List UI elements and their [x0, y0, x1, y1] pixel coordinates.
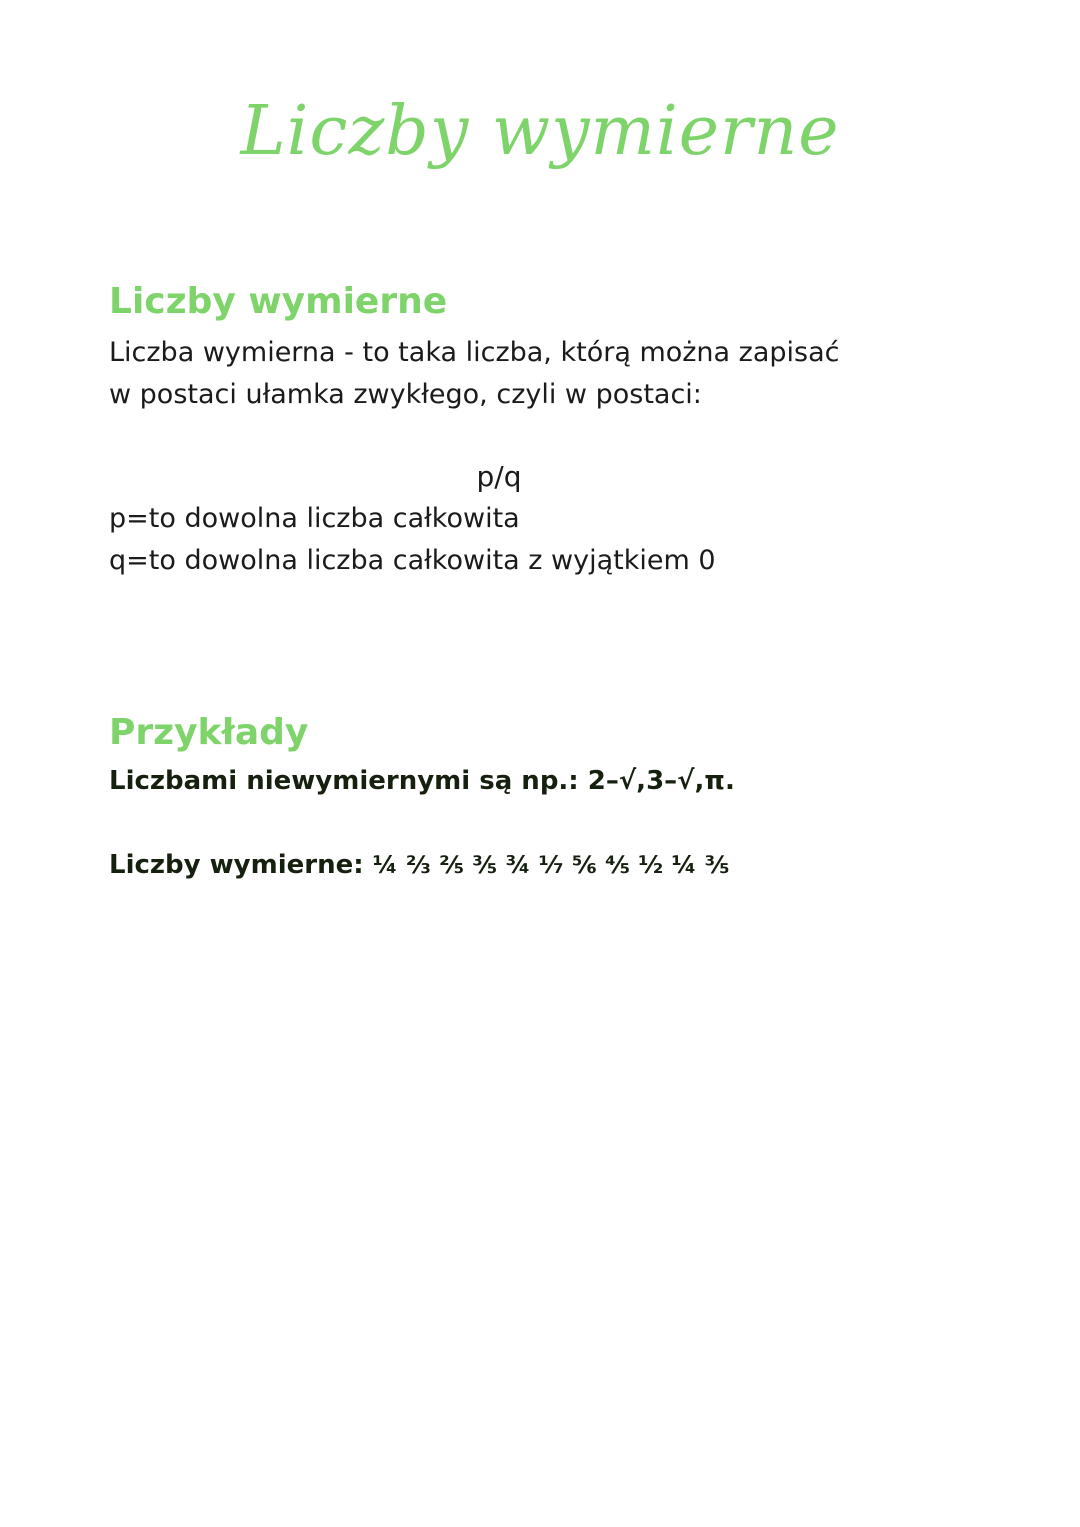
page-title: Liczby wymierne: [240, 92, 840, 171]
q-description: q=to dowolna liczba całkowita z wyjątkiem 0: [109, 545, 716, 576]
definition-heading: Liczby wymierne: [109, 281, 448, 322]
examples-section: [109, 711, 989, 885]
rational-label: Liczby wymierne:: [109, 850, 364, 880]
definition-line-2: w postaci ułamka zwykłego, czyli w postaci:: [109, 379, 702, 410]
definition-line-1: Liczba wymierna - to taka liczba, którą można zapisać: [109, 337, 840, 368]
definition-section: [109, 280, 989, 576]
p-description: p=to dowolna liczba całkowita: [109, 503, 520, 534]
irrational-examples: Liczbami niewymiernymi są np.: 2–√,3–√,π.: [109, 766, 735, 796]
rational-examples: [109, 845, 989, 885]
examples-heading: Przykłady: [109, 712, 309, 753]
fraction-formula: p/q: [476, 460, 522, 493]
rational-values: ¼ ⅔ ⅖ ⅗ ¾ ⅐ ⅚ ⅘ ½ ¼ ⅗: [372, 851, 730, 879]
